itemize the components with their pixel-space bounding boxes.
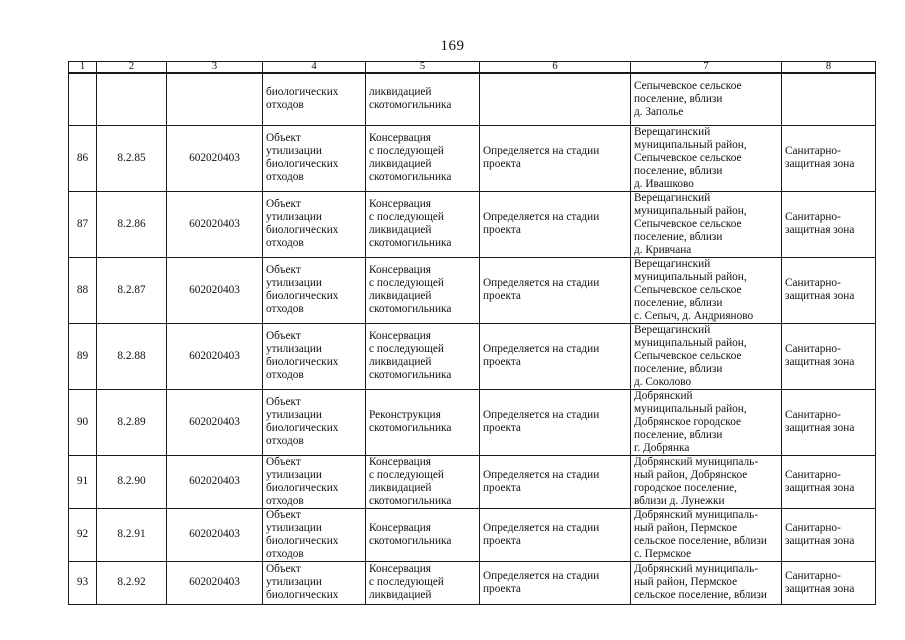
row-number: 92	[69, 508, 97, 561]
row-number	[69, 73, 97, 125]
row-object-type: Объект утилизации биологических отходов	[263, 323, 366, 389]
table-row	[69, 455, 876, 508]
row-classifier-code	[167, 73, 263, 125]
row-classifier-code: 602020403	[167, 191, 263, 257]
table-row	[69, 125, 876, 191]
row-implementation-term: Определяется на стадии проекта	[480, 323, 631, 389]
row-code: 8.2.86	[97, 191, 167, 257]
row-zone: Санитарно- защитная зона	[782, 125, 876, 191]
page-number: 169	[440, 38, 465, 54]
row-implementation-term: Определяется на стадии проекта	[480, 561, 631, 604]
row-location: Верещагинский муниципальный район, Сепычевское сельское поселение, вблизи д. Ивашково	[631, 125, 782, 191]
row-zone: Санитарно- защитная зона	[782, 561, 876, 604]
row-location: Добрянский муниципаль- ный район, Пермское сельское поселение, вблизи с. Пермское	[631, 508, 782, 561]
row-number: 88	[69, 257, 97, 323]
row-object-type: Объект утилизации биологических отходов	[263, 125, 366, 191]
row-zone	[782, 73, 876, 125]
row-classifier-code: 602020403	[167, 455, 263, 508]
row-location: Сепычевское сельское поселение, вблизи д. Заполье	[631, 73, 782, 125]
row-code: 8.2.88	[97, 323, 167, 389]
table-header-row	[69, 62, 876, 74]
row-code: 8.2.89	[97, 389, 167, 455]
row-code: 8.2.85	[97, 125, 167, 191]
row-measure: Консервация с последующей ликвидацией скотомогильника	[366, 191, 480, 257]
row-number: 87	[69, 191, 97, 257]
document-table	[68, 61, 876, 605]
row-classifier-code: 602020403	[167, 125, 263, 191]
row-number: 89	[69, 323, 97, 389]
row-implementation-term: Определяется на стадии проекта	[480, 125, 631, 191]
row-number: 91	[69, 455, 97, 508]
row-number: 93	[69, 561, 97, 604]
row-zone: Санитарно- защитная зона	[782, 389, 876, 455]
row-implementation-term: Определяется на стадии проекта	[480, 455, 631, 508]
row-code	[97, 73, 167, 125]
column-header-2: 2	[97, 62, 167, 74]
column-header-5: 5	[366, 62, 480, 74]
table-row	[69, 257, 876, 323]
row-code: 8.2.92	[97, 561, 167, 604]
table-body	[69, 62, 876, 605]
row-classifier-code: 602020403	[167, 323, 263, 389]
row-implementation-term	[480, 73, 631, 125]
row-code: 8.2.87	[97, 257, 167, 323]
row-location: Верещагинский муниципальный район, Сепычевское сельское поселение, вблизи с. Сепыч, д. Андрияново	[631, 257, 782, 323]
row-number: 86	[69, 125, 97, 191]
row-object-type: Объект утилизации биологических отходов	[263, 257, 366, 323]
row-measure: Консервация с последующей ликвидацией скотомогильника	[366, 125, 480, 191]
table-row	[69, 73, 876, 125]
row-object-type: Объект утилизации биологических отходов	[263, 191, 366, 257]
table-row	[69, 561, 876, 604]
column-header-4: 4	[263, 62, 366, 74]
row-measure: Консервация с последующей ликвидацией скотомогильника	[366, 323, 480, 389]
row-location: Добрянский муниципальный район, Добрянское городское поселение, вблизи г. Добрянка	[631, 389, 782, 455]
column-header-7: 7	[631, 62, 782, 74]
table-row	[69, 191, 876, 257]
row-classifier-code: 602020403	[167, 508, 263, 561]
row-measure: Консервация с последующей ликвидацией	[366, 561, 480, 604]
row-classifier-code: 602020403	[167, 257, 263, 323]
row-object-type: Объект утилизации биологических	[263, 561, 366, 604]
row-number: 90	[69, 389, 97, 455]
row-object-type: Объект утилизации биологических отходов	[263, 455, 366, 508]
row-measure: Реконструкция скотомогильника	[366, 389, 480, 455]
row-object-type: биологических отходов	[263, 73, 366, 125]
row-measure: ликвидацией скотомогильника	[366, 73, 480, 125]
row-classifier-code: 602020403	[167, 389, 263, 455]
row-object-type: Объект утилизации биологических отходов	[263, 508, 366, 561]
row-zone: Санитарно- защитная зона	[782, 323, 876, 389]
row-object-type: Объект утилизации биологических отходов	[263, 389, 366, 455]
column-header-6: 6	[480, 62, 631, 74]
table-row	[69, 389, 876, 455]
row-zone: Санитарно- защитная зона	[782, 191, 876, 257]
row-code: 8.2.91	[97, 508, 167, 561]
row-location: Верещагинский муниципальный район, Сепычевское сельское поселение, вблизи д. Соколово	[631, 323, 782, 389]
row-zone: Санитарно- защитная зона	[782, 455, 876, 508]
row-measure: Консервация с последующей ликвидацией скотомогильника	[366, 455, 480, 508]
column-header-1: 1	[69, 62, 97, 74]
row-measure: Консервация с последующей ликвидацией скотомогильника	[366, 257, 480, 323]
row-location: Добрянский муниципаль- ный район, Пермское сельское поселение, вблизи	[631, 561, 782, 604]
row-implementation-term: Определяется на стадии проекта	[480, 191, 631, 257]
row-measure: Консервация скотомогильника	[366, 508, 480, 561]
column-header-8: 8	[782, 62, 876, 74]
row-implementation-term: Определяется на стадии проекта	[480, 508, 631, 561]
row-implementation-term: Определяется на стадии проекта	[480, 257, 631, 323]
row-code: 8.2.90	[97, 455, 167, 508]
row-implementation-term: Определяется на стадии проекта	[480, 389, 631, 455]
row-zone: Санитарно- защитная зона	[782, 508, 876, 561]
table-row	[69, 323, 876, 389]
column-header-3: 3	[167, 62, 263, 74]
table-row	[69, 508, 876, 561]
row-location: Верещагинский муниципальный район, Сепычевское сельское поселение, вблизи д. Кривчана	[631, 191, 782, 257]
row-zone: Санитарно- защитная зона	[782, 257, 876, 323]
row-location: Добрянский муниципаль- ный район, Добрянское городское поселение, вблизи д. Лунежки	[631, 455, 782, 508]
row-classifier-code: 602020403	[167, 561, 263, 604]
